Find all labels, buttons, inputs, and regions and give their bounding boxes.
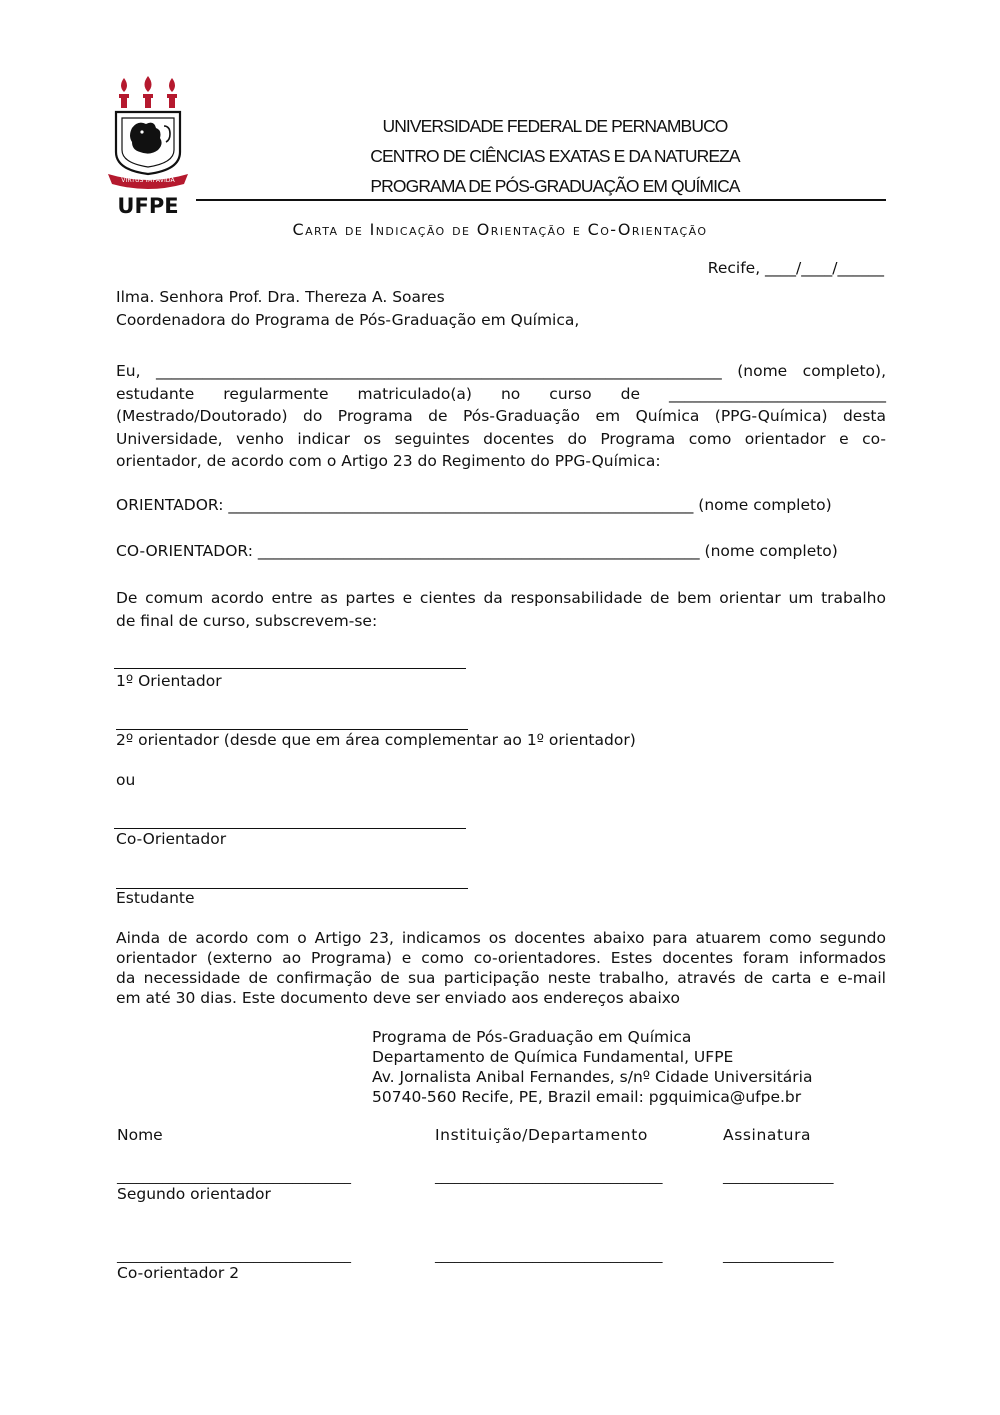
- signature-or: ou: [116, 771, 136, 789]
- table-row-blank-signature: _________________: [723, 1170, 834, 1185]
- table-row-label: Co-orientador 2: [117, 1264, 240, 1282]
- header-line-university: UNIVERSIDADE FEDERAL DE PERNAMBUCO: [382, 116, 728, 136]
- address-line: Programa de Pós-Graduação em Química: [372, 1028, 692, 1046]
- table-header-name: Nome: [117, 1126, 163, 1144]
- ufpe-crest-icon: [106, 76, 190, 216]
- article-line: em até 30 dias. Este documento deve ser enviado aos endereços abaixo: [116, 989, 680, 1007]
- article-line: da necessidade de confirmação de sua participação neste trabalho, através de carta e e-mail: [116, 969, 886, 987]
- signature-line-co: [114, 828, 466, 829]
- addressee-role: Coordenadora do Programa de Pós-Graduação em Química,: [116, 311, 580, 329]
- signature-label-co: Co-Orientador: [116, 830, 227, 848]
- signature-label-first: 1º Orientador: [116, 672, 222, 690]
- header-line-center: CENTRO DE CIÊNCIAS EXATAS E DA NATUREZA: [370, 146, 740, 166]
- article-paragraph: [116, 928, 886, 1008]
- intro-paragraph: [116, 360, 886, 473]
- intro-line: estudante regularmente matriculado(a) no curso de ____________________________: [116, 384, 886, 403]
- intro-line: (Mestrado/Doutorado) do Programa de Pós-Graduação em Química (PPG-Química) desta: [116, 407, 886, 425]
- ufpe-logo: [106, 76, 190, 216]
- document-title: [0, 220, 1000, 239]
- table-row-blank-institution: ___________________________________: [435, 1249, 663, 1264]
- address-line: Departamento de Química Fundamental, UFPE: [372, 1048, 734, 1066]
- intro-line: Eu, _________________________________________________________________________ (nome completo),: [116, 362, 886, 380]
- article-line: orientador (externo ao Programa) e como co-orientadores. Estes docentes foram informados: [116, 949, 886, 967]
- header-line-program: PROGRAMA DE PÓS-GRADUAÇÃO EM QUÍMICA: [370, 176, 740, 196]
- table-header-institution: Instituição/Departamento: [435, 1126, 648, 1144]
- table-row-blank-institution: ___________________________________: [435, 1170, 663, 1185]
- table-row-blank-name: ____________________________________: [117, 1170, 351, 1185]
- orientador-field: ORIENTADOR: ____________________________________________________________ (nome completo): [116, 496, 832, 514]
- article-line: Ainda de acordo com o Artigo 23, indicamos os docentes abaixo para atuarem como segundo: [116, 929, 886, 947]
- svg-text:VIRTUS IMPAVIDA: VIRTUS IMPAVIDA: [121, 177, 175, 184]
- table-row-label: Segundo orientador: [117, 1185, 271, 1203]
- header-rule: [196, 199, 886, 201]
- address-line: 50740-560 Recife, PE, Brazil email: pgquimica@ufpe.br: [372, 1088, 802, 1106]
- table-header-signature: Assinatura: [723, 1126, 812, 1144]
- signature-line-first: [114, 668, 466, 669]
- agreement-paragraph: [116, 587, 886, 632]
- intro-line: orientador, de acordo com o Artigo 23 do Regimento do PPG-Química:: [116, 452, 661, 470]
- agreement-line: De comum acordo entre as partes e cientes da responsabilidade de bem orientar um trabalho: [116, 589, 886, 607]
- address-line: Av. Jornalista Anibal Fernandes, s/nº Cidade Universitária: [372, 1068, 813, 1086]
- document-title-text: Carta de Indicação de Orientação e Co-Orientação: [292, 220, 708, 239]
- signature-label-student: Estudante: [116, 889, 195, 907]
- signature-label-second: 2º orientador (desde que em área complementar ao 1º orientador): [116, 731, 636, 749]
- table-row-blank-signature: _________________: [723, 1249, 834, 1264]
- date-line: Recife, ____/____/______: [707, 259, 884, 277]
- address-block: [372, 1027, 812, 1107]
- intro-line: Universidade, venho indicar os seguintes docentes do Programa como orientador e co-: [116, 429, 886, 448]
- table-row-blank-name: ____________________________________: [117, 1249, 351, 1264]
- svg-text:UFPE: UFPE: [117, 194, 179, 216]
- signature-line-second: [116, 729, 468, 730]
- addressee-name: Ilma. Senhora Prof. Dra. Thereza A. Soares: [116, 288, 445, 306]
- agreement-line: de final de curso, subscrevem-se:: [116, 611, 378, 630]
- coorientador-field: CO-ORIENTADOR: _________________________________________________________ (nome completo): [116, 542, 838, 560]
